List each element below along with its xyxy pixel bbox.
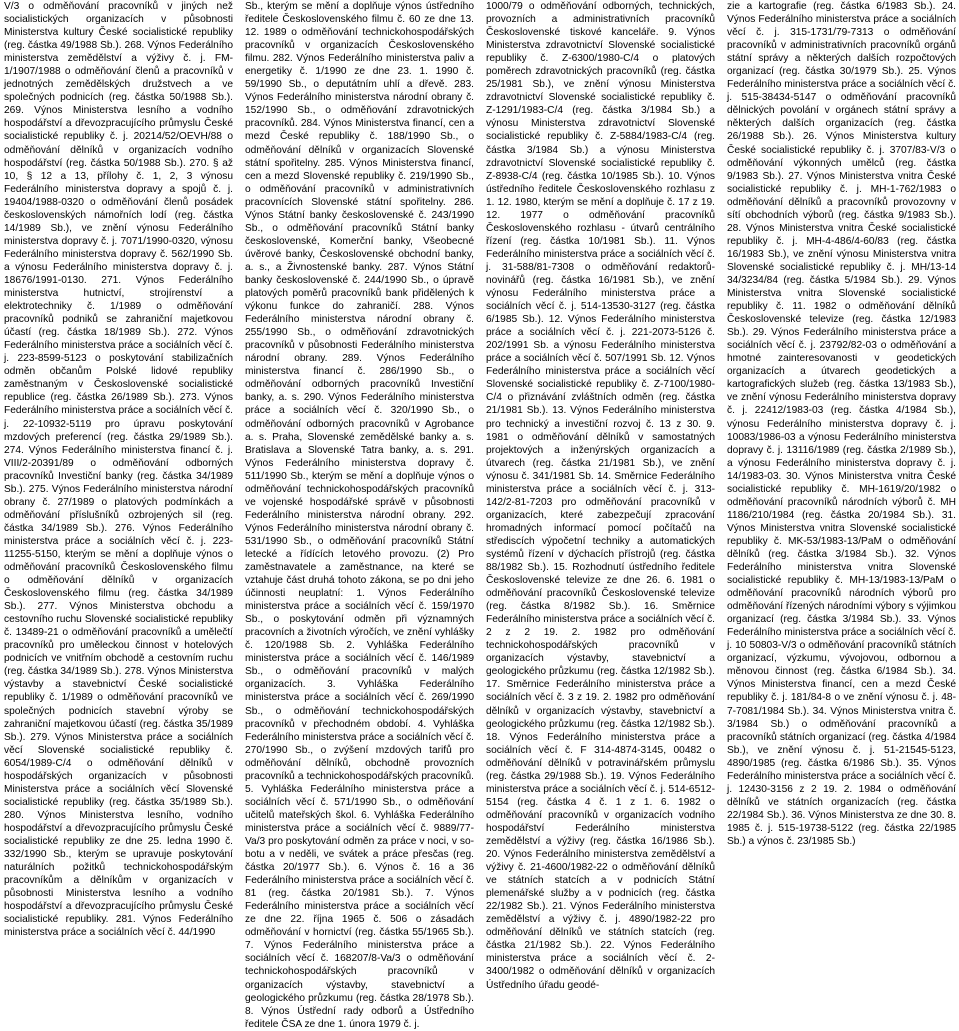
column-3-text: 1000/79 o odměňování odborných, technických, provozních a administrativních pracovníků Československé tiskové kanceláře. 9. Výnos Ministerstva zdravotnictví Slovenské socialistické republiky č. Z-6300/1980-C/4 o platových poměrech zdravotnických pracovníků (reg. částka 25/1981 Sb.), ve znění výnosu Ministerstva zdravotnictví Slovenské socialistické republiky č. Z-1291/1983-C/4 (reg. částka 3/1984 Sb.) a výnosu Ministerstva zdravotnictví Slovenské socialistické republiky č. Z-5884/1983-C/4 (reg. částka 3/1984 Sb.) a výnosu Ministerstva zdravotnictví Slovenské socialistické republiky č. Z-8938-C/4 (reg. částka 10/1985 Sb.). 10. Výnos ústředního ředitele Československého rozhlasu z 1. 12. 1980, kterým se mění a doplňuje č. 17 z 19. 12. 1977 o odměňování pracovníků Československého rozhlasu - útvarů centrálního řízení (reg. částka 10/1981 Sb.). 11. Výnos Federálního ministerstva práce a sociálních věcí č. j. 31-588/81-7308 o odměňování redaktorů-novinářů (reg. částka 16/1981 Sb.), ve znění výnosu Federálního ministerstva práce a sociálních věcí č. j. 514-13530-3127 (reg. částka 6/1985 Sb.). 12. Výnos Federálního ministerstva práce a sociálních věcí č. j. 221-2073-5126 č. 202/1991 Sb. a výnosu Federálního ministerstva práce a sociálních věcí č. 507/1991 Sb. 12. Výnos Federálního ministerstva práce a sociálních věcí Slovenské socialistické republiky č. Z-7100/1980-C/4 o přiznávání zvláštních odměn (reg. částka 21/1981 Sb.). 13. Výnos Federálního ministerstva pro technický a investiční rozvoj č. 13 z 30. 9. 1981 o odměňování dělníků v samostatných projektových a inženýrských organizacích a útvarech (reg. částka 21/1981 Sb.), ve znění výnosu č. 341/1981 Sb. 14. Směrnice Federálního ministerstva práce a sociálních věcí č. j. 313-142/2-81-7203 pro odměňování pracovníků v organizacích, které zabezpečují zpracování hromadných informací pomocí počítačů na střediscích výpočetní techniky a automatických systémů řízení v dýchacích přístrojů (reg. částka 88/1982 Sb.). 15. Rozhodnutí ústředního ředitele Československé televize ze dne 26. 6. 1981 o odměňování pracovníků Československé televize (reg. částka 8/1982 Sb.). 16. Směrnice Federálního ministerstva práce a sociálních věcí č. 2 z 2 19. 2. 1982 pro odměňování technickohospodářských pracovníků v organizacích výstavby, stavebnictví a geologického průzkumu (reg. částka 12/1982 Sb.). 17. Směrnice Federálního ministerstva práce a sociálních věcí č. 3 z 19. 2. 1982 pro odměňování dělníků v organizacích výstavby, stavebnictví a geologického průzkumu (reg. částka 12/1982 Sb.). 18. Výnos Federálního ministerstva práce a sociálních věcí č. F 314-4874-3145, 00482 o odměňování dělníků v potravinářském průmyslu (reg. částka 29/1988 Sb.). 19. Výnos Federálního ministerstva práce a sociálních věcí č. j. 514-6512-5154 (reg. částka 4 č. 1 z 1. 6. 1982 o odměňování pracovníků v organizacích vodního hospodářství Federálního ministerstva zemědělství a výživy (reg. částka 16/1986 Sb.). 20. Výnos Federálního ministerstva zemědělství a výživy č. 21-4600/1982-22 o odměňování dělníků ve státních statcích a v podnicích Státní plemenářské služby a v podnicích (reg. částka 22/1982 Sb.). 21. Výnos Federálního ministerstva zemědělství a výživy č. j. 4890/1982-22 pro odměňování dělníků ve státních statcích (reg. částka 21/1982 Sb.). 22. Výnos Federálního ministerstva práce a sociálních věcí č. 2-3400/1982 o odměňování dělníků v organizacích Ústředního úřadu geodé- <box>486 1 715 991</box>
column-2-text: Sb., kterým se mění a doplňuje výnos ústředního ředitele Československého filmu č. 60 ze dne 13. 12. 1989 o odměňování technickohospodářských pracovníků v organizacích Československého filmu. 282. Výnos Federálního ministerstva paliv a energetiky č. 1/1990 ze dne 23. 1. 1990 č. 59/1990 Sb., o deputátním uhlí a dřevě. 283. Výnos Federálního ministerstva národní obrany č. 152/1990 Sb., o odměňování zdravotnických pracovníků. 284. Výnos Ministerstva financí, cen a mezd České republiky č. 188/1990 Sb., o odměňování dělníků v organizacích Slovenské státní spořitelny. 285. Výnos Ministerstva financí, cen a mezd Slovenské republiky č. 219/1990 Sb., o odměňování pracovníků v administrativních pracovnících Slovenské státní spořitelny. 286. Výnos Státní banky československé č. 243/1990 Sb., o odměňování pracovníků Státní banky československé, Komerční banky, Všeobecné úvěrové banky, Československé obchodní banky, a. s., a Živnostenské banky. 287. Výnos Státní banky československé č. 244/1990 Sb., o úpravě platových poměrů pracovníků bank přidělených k výkonu funkce do zahraničí. 288. Výnos Federálního ministerstva národní obrany č. 255/1990 Sb., o odměňování zdravotnických pracovníků v působnosti Federálního ministerstva národní obrany. 289. Výnos Federálního ministerstva financí č. 286/1990 Sb., o odměňování odborných pracovníků Investiční banky, a. s. 290. Výnos Federálního ministerstva práce a sociálních věcí č. 320/1990 Sb., o odměňování odborných pracovníků v Agrobance a. s. Praha, Slovenské zemědělské banky a. s. Bratislava a Slovenské Tatra banky, a. s. 291. Výnos Federálního ministerstva dopravy č. 511/1990 Sb., kterým se mění a doplňuje výnos o odměňování technickohospodářských pracovníků ve vojenské hospodářské správě v působnosti Federálního ministerstva národní obrany. 292. Výnos Federálního ministerstva národní obrany č. 531/1990 Sb., o odměňování pracovníků Státní letecké a řídících letového provozu. (2) Pro zaměstnavatele a zaměstnance, na které se vztahuje část druhá tohoto zákona, se po dni jeho účinnosti neuplatní: 1. Výnos Federálního ministerstva práce a sociálních věcí č. 159/1970 Sb., o poskytování odměn při významných pracovních a životních výročích, ve znění vyhlášky č. 120/1988 Sb. 2. Vyhláška Federálního ministerstva práce a sociálních věcí č. 146/1989 Sb., o odměňování pracovníků v malých organizacích. 3. Vyhláška Federálního ministerstva práce a sociálních věcí č. 269/1990 Sb., o odměňování technickohospodářských pracovníků v přechodném období. 4. Vyhláška Federálního ministerstva práce a sociálních věcí č. 270/1990 Sb., o zvýšení mzdových tarifů pro odměňování dělníků, obchodně provozních pracovníků a technickohospodářských pracovníků. 5. Vyhláška Federálního ministerstva práce a sociálních věcí č. 571/1990 Sb., o odměňování učitelů mateřských škol. 6. Vyhláška Federálního ministerstva práce a sociálních věcí č. 9889/77-Va/3 pro poskytování odměn za práce v noci, v so- botu a v neděli, ve svátek a práce přesčas (reg. částka 20/1977 Sb.). 6. Výnos č. 16 a 36 Federálního ministerstva práce a sociálních věcí č. 81 (reg. částka 20/1981 Sb.). 7. Výnos Federálního ministerstva práce a sociálních věcí ze dne 22. října 1965 č. 506 o zásadách odměňování v hornictví (reg. částka 55/1965 Sb.). 7. Výnos Federálního ministerstva práce a sociálních věcí č. 168207/8-Va/3 o odměňování technickohospodářských pracovníků v organizacích výstavby, stavebnictví a geologického průzkumu (reg. částka 28/1978 Sb.). 8. Výnos Ústřední rady odborů a Ústředního ředitele ČSA ze dne 1. února 1979 č. j. <box>245 1 474 1030</box>
text-column-3 <box>486 0 715 991</box>
text-column-4 <box>727 0 956 847</box>
column-1-text: V/3 o odměňování pracovníků v jiných než socialistických organizacích v působnosti Ministerstva kultury České socialistické republiky (reg. částka 49/1988 Sb.). 268. Výnos Federálního ministerstva zemědělství a výživy č. j. FM-1/1907/1988 o odměňování členů a pracovníků v jednotných zemědělských družstvech a ve společných podnicích (reg. částka 50/1988 Sb.). 269. Výnos Ministerstva lesního a vodního hospodářství a dřevozpracujícího průmyslu České socialistické republiky č. j. 20214/52/OEVH/88 o odměňování dělníků v organizacích vodního hospodářství (reg. částka 50/1988 Sb.). 270. § až 10, § 12 a 13, přílohy č. 1, 2, 3 výnosu Federálního ministerstva dopravy a spojů č. j. 19404/1988-0320 o odměňování členů posádek československých námořních lodí (reg. částka 14/1989 Sb.), ve znění výnosu Federálního ministerstva dopravy č. j. 7071/1990-0320, výnosu Federálního ministerstva dopravy č. 562/1990 Sb. a výnosu Federálního ministerstva dopravy č. j. 18676/1991-0130. 271. Výnos Federálního ministerstva hutnictví, strojírenství a elektrotechniky č. 1/1989 o odměňování pracovníků podniků se zahraniční majetkovou účastí (reg. částka 18/1989 Sb.). 272. Výnos Federálního ministerstva práce a sociálních věcí č. j. 223-8599-5123 o poskytování stabilizačních odměn občanům Polské lidové republiky zaměstnaným v Československé socialistické republice (reg. částka 26/1989 Sb.). 273. Výnos Federálního ministerstva práce a sociálních věcí č. j. 22-10932-5119 pro úpravu poskytování mzdových preferencí (reg. částka 29/1989 Sb.). 274. Výnos Federálního ministerstva financí č. j. VIII/2-20391/89 o odměňování odborných pracovníků Investiční banky (reg. částka 34/1989 Sb.). 275. Výnos Federálního ministerstva národní obrany č. 27/1989 o platových podmínkách a odměňování příslušníků ozbrojených sil (reg. částka 34/1989 Sb.). 276. Výnos Federálního ministerstva práce a sociálních věcí č. j. 223-11255-5150, kterým se mění a doplňuje výnos o odměňování pracovníků Československého filmu o odměňování dělníků v organizacích Československého filmu (reg. částka 34/1989 Sb.). 277. Výnos Ministerstva obchodu a cestovního ruchu Slovenské socialistické republiky č. 13489-21 o odměňování pracovníků a umělečtí pracovníků pro uměleckou činnost v hotelových podnicích ve vnitřním obchodě a cestovním ruchu (reg. částka 34/1989 Sb.). 278. Výnos Ministerstva výstavby a stavebnictví České socialistické republiky č. 1/1989 o odměňování pracovníků ve společných podnicích stavební výroby se zahraniční majetkovou účastí (reg. částka 35/1989 Sb.). 279. Výnos Ministerstva práce a sociálních věcí Slovenské socialistické republiky č. 6054/1989-C/4 o odměňování dělníků v hospodářských organizacích v působnosti Ministerstva práce a sociálních věcí Slovenské socialistické republiky (reg. částka 35/1989 Sb.). 280. Výnos Ministerstva lesního, vodního hospodářství a dřevozpracujícího průmyslu České socialistické republiky ze dne 25. ledna 1990 č. 332/1990 Sb., kterým se upravuje poskytování naturálních požitků technickohospodářským pracovníkům a dělníkům v organizacích v působnosti Ministerstva lesního a vodního hospodářství a dřevozpracujícího průmyslu České socialistické republiky. 281. Výnos Federálního ministerstva práce a sociálních věcí č. 44/1990 <box>4 1 233 939</box>
text-column-2 <box>245 0 474 1030</box>
column-4-text: zie a kartografie (reg. částka 6/1983 Sb.). 24. Výnos Federálního ministerstva práce a sociálních věcí č. j. 315-1731/79-7313 o odměňování pracovníků v administrativních pracovníků orgánů státní správy a některých dalších rozpočtových organizací (reg. částka 30/1979 Sb.). 25. Výnos Federálního ministerstva práce a sociálních věcí č. j. 515-38434-5147 o odměňování pracovníků dělnických povolání v orgánech státní správy a některých dalších organizacích (reg. částka 26/1988 Sb.). 26. Výnos Ministerstva kultury České socialistické republiky č. j. 3707/83-V/3 o odměňování výkonných umělců (reg. částka 9/1983 Sb.). 27. Výnos Ministerstva vnitra České socialistické republiky č. j. MH-1-762/1983 o odměňování dělníků a pracovníků provozovny v sítí obchodních výborů (reg. částka 9/1983 Sb.). 28. Výnos Ministerstva vnitra České socialistické republiky č. j. MH-4-486/4-60/83 (reg. částka 16/1983 Sb.), ve znění výnosu Ministerstva vnitra Slovenské socialistické republiky č. j. MH/13-14 34/3234/84 (reg. částka 5/1984 Sb.). 29. Výnos Ministerstva vnitra Slovenské socialistické republiky č. 11. 1982 o odměňování dělníků Československé televize (reg. částka 12/1983 Sb.). 29. Výnos Federálního ministerstva práce a sociálních věcí č. j. 23792/82-03 o odměňování a hmotné zainteresovanosti v geodetických organizacích a útvarech geodetických a kartografických služeb (reg. částka 13/1983 Sb.), ve znění výnosu Federálního ministerstva dopravy č. j. 22412/1983-03 (reg. částka 4/1984 Sb.), výnosu Federálního ministerstva dopravy č. j. 10083/1986-03 a výnosu Federálního ministerstva dopravy č. j. 13116/1989 (reg. částka 2/1989 Sb.), a výnosu Federálního ministerstva dopravy č. j. 14/1983-03. 30. Výnos Ministerstva vnitra České socialistické republiky č. MH-1619/20/1982 o odměňování pracovníků národních výborů č. MH 1186/210/1984 (reg. částka 20/1984 Sb.). 31. Výnos Ministerstva vnitra Slovenské socialistické republiky č. MK-53/1983-13/PaM o odměňování dělníků (reg. částka 3/1984 Sb.). 32. Výnos Federálního ministerstva vnitra Slovenské socialistické republiky č. MH-13/1983-13/PaM o odměňování pracovníků národních výborů pro odměňování řízených národními výbory s výjimkou organizací (reg. částka 3/1984 Sb.). 33. Výnos Federálního ministerstva práce a sociálních věcí č. j. 10 50803-V/3 o odměňování pracovníků státních organizací, výzkumu, vývojovou, odbornou a měnovou činnost (reg. částka 6/1984 Sb.). 34. Výnos Ministerstva financí, cen a mezd České republiky č. j. 181/84-8 o ve znění výnosu č. j. 48-7-7081/1984 Sb.). 34. Výnos Ministerstva vnitra č. 3/1984 Sb.) o odměňování pracovníků a pracovníků státních organizací (reg. částka 4/1984 Sb.), ve znění výnosu č. j. 51-21545-5123, 4890/1985 (reg. částka 6/1986 Sb.). 35. Výnos Federálního ministerstva práce a sociálních věcí č. j. 12430-3156 z 2 19. 2. 1984 o odměňování dělníků ve státních organizacích (reg. částka 22/1984 Sb.). 36. Výnos Ministerstva ze dne 30. 8. 1985 č. j. 515-19738-5122 (reg. částka 22/1985 Sb.) a výnos č. 23/1985 Sb.) <box>727 1 956 847</box>
text-column-1 <box>4 0 233 939</box>
